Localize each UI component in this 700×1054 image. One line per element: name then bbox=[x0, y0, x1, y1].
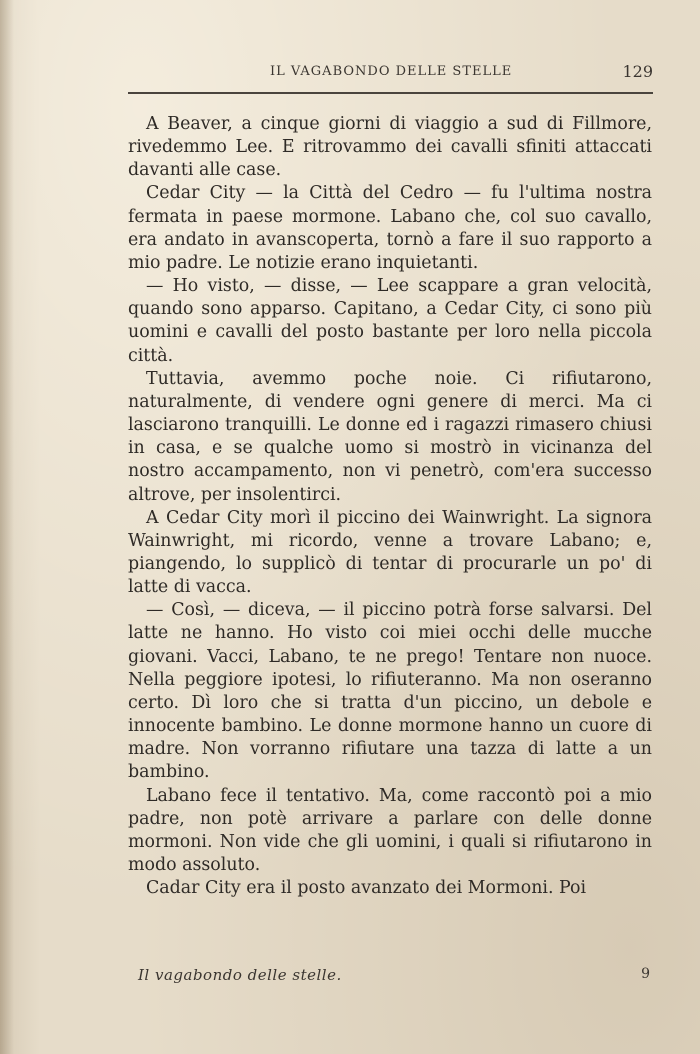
header-rule bbox=[128, 92, 653, 94]
paragraph: Labano fece il tentativo. Ma, come raccontò poi a mio padre, non potè arrivare a parlare con delle donne mormoni. Non vide che gli uomini, i quali si rifiutarono in modo assoluto. bbox=[128, 785, 652, 875]
signature-mark: 9 bbox=[641, 966, 650, 982]
body-text bbox=[128, 113, 652, 900]
page-header bbox=[128, 60, 653, 88]
paragraph: A Beaver, a cinque giorni di viaggio a sud di Fillmore, rivedemmo Lee. E ritrovammo dei cavalli sfiniti attaccati davanti alle case. bbox=[128, 114, 652, 181]
page-footer bbox=[128, 966, 652, 990]
footer-book-title: Il vagabondo delle stelle. bbox=[138, 966, 342, 984]
running-title: IL VAGABONDO DELLE STELLE bbox=[270, 64, 513, 79]
page-edge-shadow bbox=[0, 0, 14, 1054]
paragraph: — Così, — diceva, — il piccino potrà forse salvarsi. Del latte ne hanno. Ho visto coi miei occhi delle mucche giovani. Vacci, Labano, te ne prego! Tentare non nuoce. Nella peggiore ipotesi, lo rifiuteranno. Ma non oseranno certo. Dì loro che si tratta d'un piccino, un debole e innocente bambino. Le donne mormone hanno un cuore di madre. Non vorranno rifiutare una tazza di latte a un bambino. bbox=[128, 600, 652, 783]
paragraph: A Cedar City morì il piccino dei Wainwright. La signora Wainwright, mi ricordo, venne a trovare Labano; e, piangendo, lo supplicò di tentar di procurarle un po' di latte di vacca. bbox=[128, 507, 652, 598]
paragraph: — Ho visto, — disse, — Lee scappare a gran velocità, quando sono apparso. Capitano, a Cedar City, ci sono più uomini e cavalli del posto bastante per loro nella piccola città. bbox=[128, 276, 652, 366]
paragraph: Tuttavia, avemmo poche noie. Ci rifiutarono, naturalmente, di vendere ogni genere di merci. Ma ci lasciarono tranquilli. Le donne ed i ragazzi rimasero chiusi in casa, e se qualche uomo si mostrò in vicinanza del nostro accampamento, non vi penetrò, com'era successo altrove, per insolentirci. bbox=[128, 368, 652, 505]
page-number: 129 bbox=[622, 62, 653, 81]
paragraph: Cedar City — la Città del Cedro — fu l'ultima nostra fermata in paese mormone. Labano che, col suo cavallo, era andato in avanscoperta, tornò a fare il suo rapporto a mio padre. Le notizie erano inquietanti. bbox=[128, 183, 652, 273]
paragraph: Cadar City era il posto avanzato dei Mormoni. Poi bbox=[146, 878, 587, 899]
